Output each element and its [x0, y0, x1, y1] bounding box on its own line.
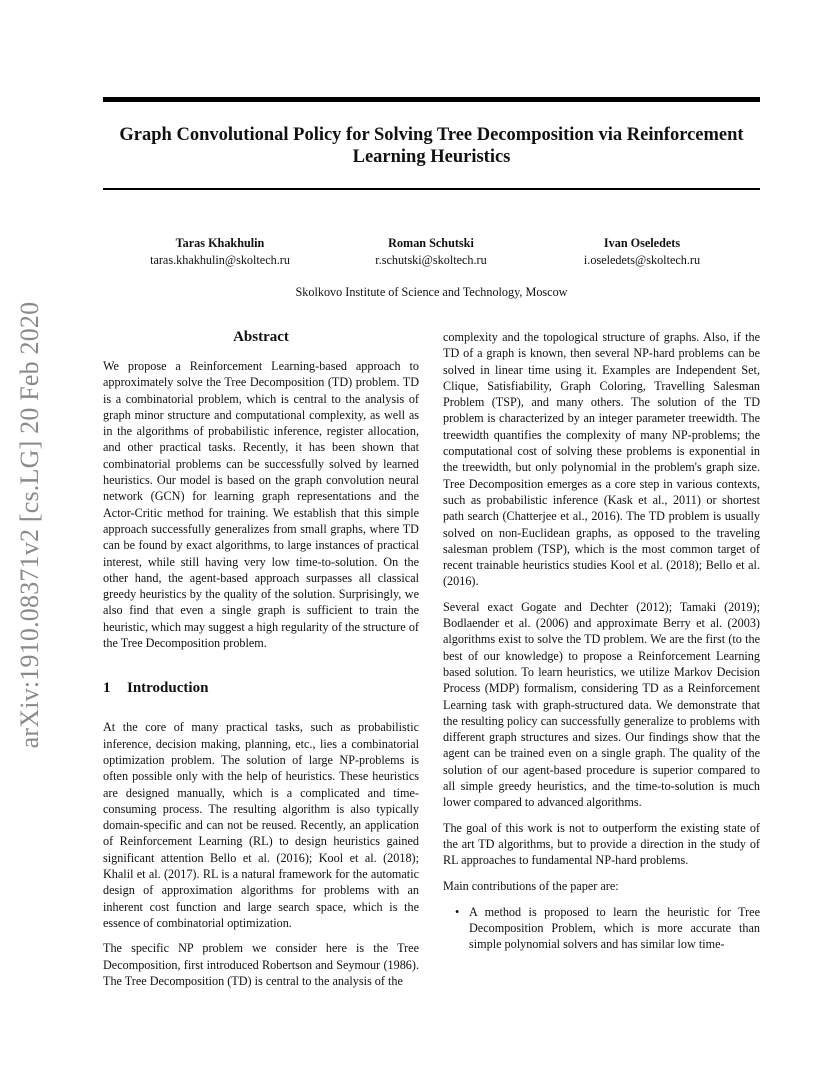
right-column — [443, 329, 760, 953]
intro-paragraph: Main contributions of the paper are: — [443, 878, 619, 893]
left-column — [103, 328, 419, 998]
author-email: i.oseledets@skoltech.ru — [583, 253, 701, 267]
author-email: r.schutski@skoltech.ru — [375, 253, 487, 267]
abstract-heading: Abstract — [233, 329, 289, 345]
bullet-icon: • — [455, 904, 460, 919]
author-block — [321, 235, 541, 269]
author-name: Taras Khakhulin — [175, 236, 265, 250]
author-name: Ivan Oseledets — [603, 236, 681, 250]
section-heading — [103, 679, 419, 697]
list-item — [455, 904, 760, 953]
title-top-rule — [103, 97, 760, 102]
section-title: Introduction — [127, 680, 209, 697]
intro-paragraph: Several exact Gogate and Dechter (2012); Tamaki (2019); Bodlaender et al. (2006) and approximate Berry et al. (2003) algorithms exist to solve the TD problem. We are the first (to the best of our knowledge) to propose a Reinforcement Learning based solution. To learn heuristics, we utilize Markov Decision Process (MDP) formalism, considering TD as a Reinforcement Learning task with graph-structured data. We demonstrate that the resulting policy can successfully generalize to problems with different graph structures and sizes. Our findings show that the agent can be trained even on a single graph. The quality of the solution of our agent-based procedure is superior compared to all simple greedy heuristics, and the time-to-solution is much lower compared to advanced algorithms. — [443, 599, 760, 810]
author-block — [110, 235, 330, 269]
section-number: 1 — [103, 680, 111, 697]
author-name: Roman Schutski — [388, 236, 474, 250]
arxiv-identifier: arXiv:1910.08371v2 [cs.LG] 20 Feb 2020 — [15, 301, 44, 749]
intro-paragraph: The specific NP problem we consider here is the Tree Decomposition, first introduced Robertson and Seymour (1986). The Tree Decomposition (TD) is central to the analysis of the — [103, 941, 419, 988]
intro-paragraph-continued: complexity and the topological structure of graphs. Also, if the TD of a graph is known, then several NP-hard problems can be solved in linear time using it. Examples are Independent Set, Clique, Satisfiability, Graph Coloring, Travelling Salesman Problem (TSP), and many others. The solution of the TD problem is characterized by an integer parameter treewidth. The treewidth quantifies the complexity of many NP-problems; the computational cost of solving these problems is exponential in the treewidth, but only polynomial in the problem's graph size. Tree Decomposition emerges as a core step in various contexts, such as probabilistic inference (Kask et al., 2011) or shortest path search (Chatterjee et al., 2016). The TD problem is usually solved on non-Euclidean graphs, as opposed to the traveling salesman problem (TSP), which is the most common target of recent trainable heuristics studies Kool et al. (2018); Bello et al. (2016). — [443, 330, 760, 589]
affiliation: Skolkovo Institute of Science and Technology, Moscow — [295, 285, 568, 299]
title-bottom-rule — [103, 188, 760, 190]
intro-paragraph: The goal of this work is not to outperform the existing state of the art TD algorithms, but to provide a direction in the study of RL approaches to fundamental NP-hard problems. — [443, 820, 760, 868]
author-block — [532, 235, 752, 269]
arxiv-stamp — [8, 290, 52, 760]
intro-paragraph: At the core of many practical tasks, such as probabilistic inference, decision making, planning, etc., lies a combinatorial optimization problem. The solution of large NP-problems is often possible only with the help of heuristics. These heuristics are designed manually, which is a complicated and time-consuming process. The resulting algorithm is also typically domain-specific and can not be reused. Recently, an application of Reinforcement Learning (RL) to design heuristics gained significant attention Bello et al. (2016); Kool et al. (2018); Khalil et al. (2017). RL is a natural framework for the automatic design of approximation algorithms for problems with an inherent cost function and large search space, which is the essence of combinatorial optimization. — [103, 720, 419, 930]
contributions-list — [443, 904, 760, 953]
list-item-text: A method is proposed to learn the heuristic for Tree Decomposition Problem, which is more accurate than simple polynomial solvers and has similar low time- — [469, 904, 760, 952]
abstract-text: We propose a Reinforcement Learning-based approach to approximately solve the Tree Decomposition (TD) problem. TD is a combinatorial problem, which is central to the analysis of graph minor structure and computational complexity, as well as in the algorithms of probabilistic inference, register allocation, and other practical tasks. Recently, it has been shown that combinatorial problems can be successfully solved by learned heuristics. Our model is based on the graph convolution neural network (GCN) for learning graph representations and the Actor-Critic method for training. We establish that this simple approach successfully generalizes from small graphs, where TD can be found by exact algorithms, to large instances of practical interest, while still having very low time-to-solution. On the other hand, the agent-based approach surpasses all classical greedy heuristics by the quality of the solution. Surprisingly, we also find that even a single graph is sufficient to train the heuristic, which may suggest a high regularity of the structure of the Tree Decomposition problem. — [103, 359, 419, 651]
paper-title: Graph Convolutional Policy for Solving Tree Decomposition via Reinforcement Learning Heuristics — [119, 125, 744, 167]
author-email: taras.khakhulin@skoltech.ru — [150, 253, 290, 267]
